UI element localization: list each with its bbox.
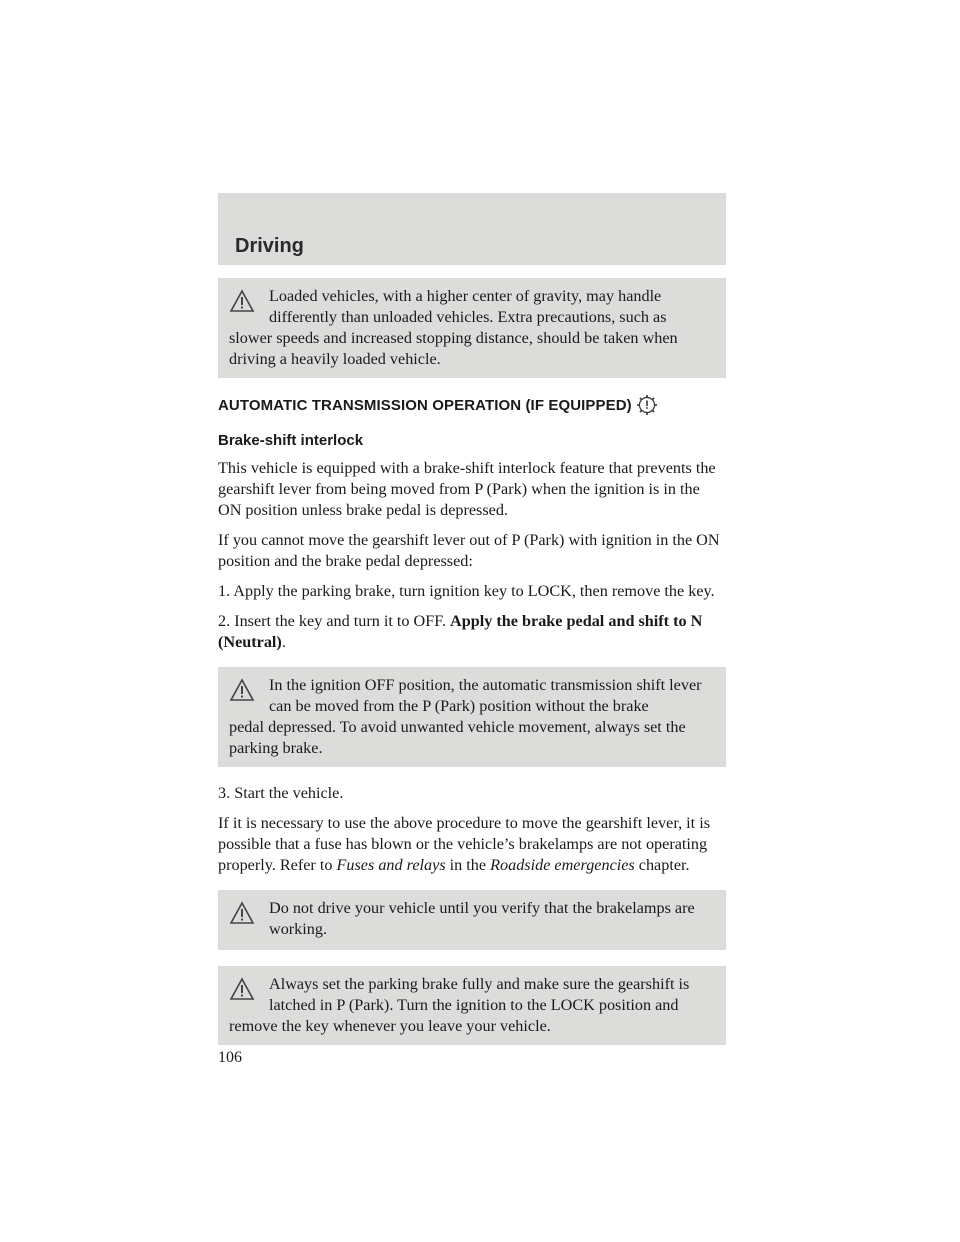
warning-text-ignition-off: In the ignition OFF position, the automatic transmission shift lever can be moved from the P (Park) position without the brake xyxy=(269,676,702,715)
paragraph-cannot-move: If you cannot move the gearshift lever out of P (Park) with ignition in the ON position and the brake pedal depressed: xyxy=(218,531,720,570)
warning-triangle-icon xyxy=(229,977,255,1001)
reference-roadside-emergencies: Roadside emergencies xyxy=(490,856,635,874)
warning-text-ignition-off-rest: pedal depressed. To avoid unwanted vehicle movement, always set the parking brake. xyxy=(229,718,686,757)
warning-triangle-icon xyxy=(229,901,255,925)
warning-text-loaded-rest: slower speeds and increased stopping distance, should be taken when driving a heavily loaded vehicle. xyxy=(229,329,678,368)
warning-text-parking-brake-rest: remove the key whenever you leave your vehicle. xyxy=(229,1017,551,1035)
section-title: Driving xyxy=(235,235,304,257)
warning-text-parking-brake: Always set the parking brake fully and make sure the gearshift is latched in P (Park). Turn the ignition to the LOCK position and xyxy=(269,975,690,1014)
section-heading: AUTOMATIC TRANSMISSION OPERATION (IF EQUIPPED) xyxy=(218,394,726,416)
warning-box-ignition-off xyxy=(218,667,726,767)
page-number: 106 xyxy=(218,1049,242,1066)
warning-box-brakelamps xyxy=(218,890,726,950)
warning-box-parking-brake xyxy=(218,966,726,1045)
warning-text-loaded: Loaded vehicles, with a higher center of gravity, may handle differently than unloaded vehicles. Extra precautions, such as xyxy=(269,287,667,326)
page-content xyxy=(218,278,726,1061)
warning-triangle-icon xyxy=(229,678,255,702)
step-2: 2. Insert the key and turn it to OFF. Apply the brake pedal and shift to N (Neutral). xyxy=(218,612,703,651)
step-3: 3. Start the vehicle. xyxy=(218,784,344,802)
warning-box-loaded-vehicles xyxy=(218,278,726,378)
section-header-band xyxy=(218,193,726,265)
warning-text-brakelamps: Do not drive your vehicle until you verify that the brakelamps are working. xyxy=(269,899,695,938)
reference-fuses-and-relays: Fuses and relays xyxy=(336,856,446,874)
paragraph-interlock-description: This vehicle is equipped with a brake-shift interlock feature that prevents the gearshift lever from being moved from P (Park) when the ignition is in the ON position unless brake pedal is depressed. xyxy=(218,459,716,519)
subheading-brake-shift-interlock: Brake-shift interlock xyxy=(218,432,364,449)
step-1: 1. Apply the parking brake, turn ignition key to LOCK, then remove the key. xyxy=(218,582,715,600)
paragraph-fuse-note: If it is necessary to use the above procedure to move the gearshift lever, it is possible that a fuse has blown or the vehicle’s brakelamps are not operating properly. Refer to Fuses and relays in the Roadside emergencies chapter. xyxy=(218,814,711,874)
warning-triangle-icon xyxy=(229,289,255,313)
gear-warning-icon xyxy=(636,394,658,416)
